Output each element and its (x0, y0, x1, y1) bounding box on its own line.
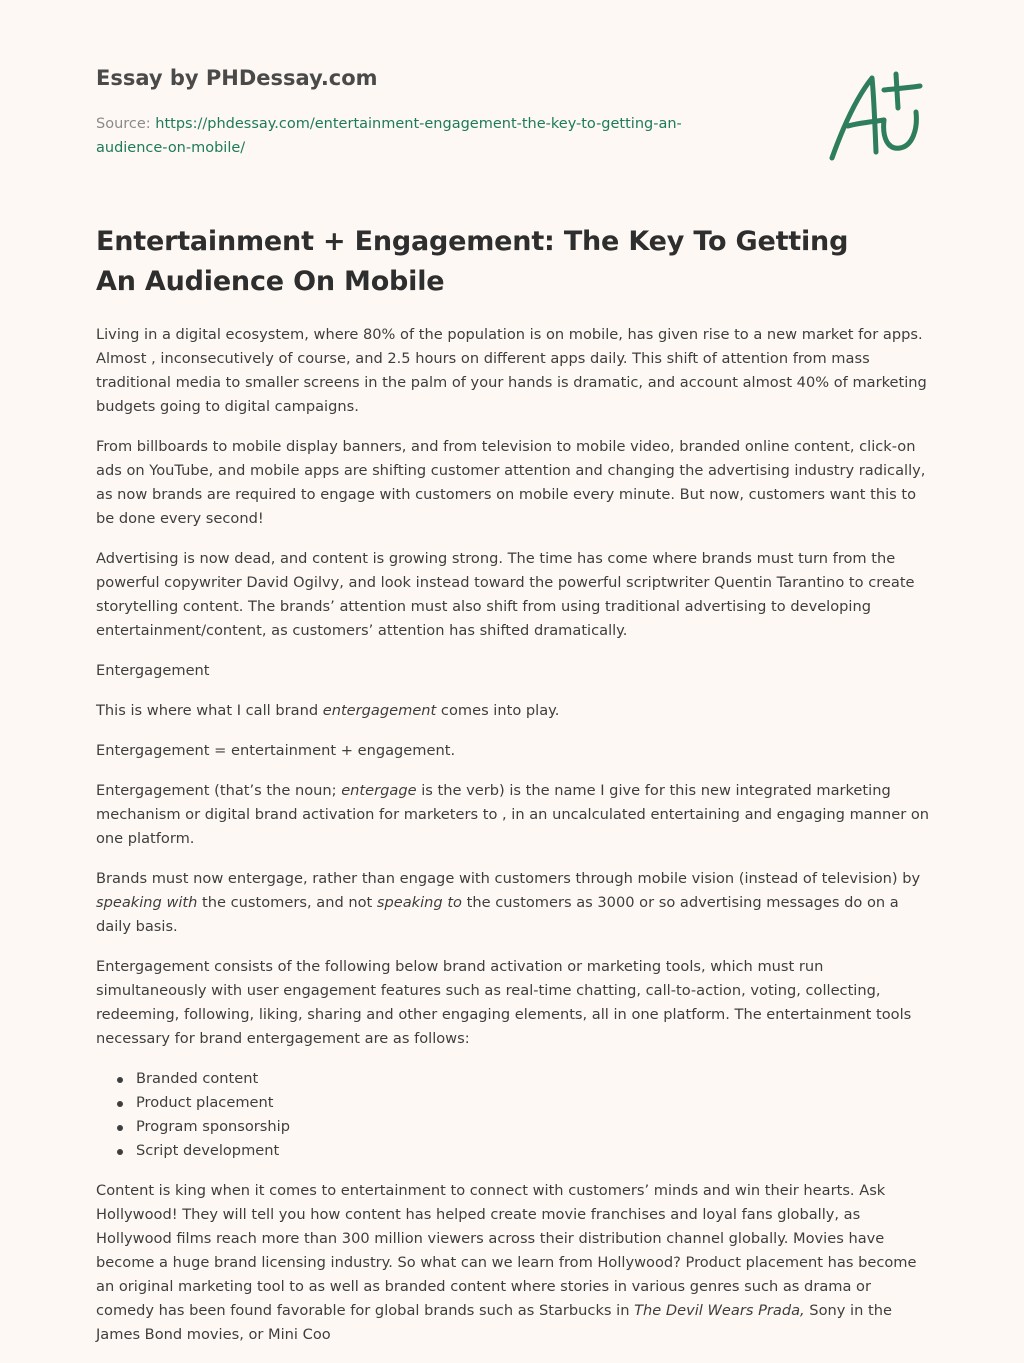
emphasis: entergage (341, 782, 417, 799)
emphasis: The Devil Wears Prada, (634, 1302, 805, 1319)
list-item: Script development (136, 1139, 930, 1163)
source-link[interactable]: https://phdessay.com/entertainment-engagement-the-key-to-getting-an-audience-on-mobile/ (96, 116, 682, 156)
list-item: Branded content (136, 1067, 930, 1091)
paragraph: Entergagement consists of the following below brand activation or marketing tools, which must run simultaneously with user engagement features such as real-time chatting, call-to-action, voting, collecting, redeeming, following, liking, sharing and other engaging elements, all in one platform. The entertainment tools necessary for brand entergagement are as follows: (96, 958, 912, 1047)
paragraph: From billboards to mobile display banners, and from television to mobile video, branded online content, click-on ads on YouTube, and mobile apps are shifting customer attention and changing the advertising industry radically, as now brands are required to engage with customers on mobile every minute. But now, customers want this to be done every second! (96, 438, 926, 527)
article-body (96, 323, 930, 1363)
tools-list (96, 1067, 930, 1163)
emphasis: speaking to (376, 894, 462, 911)
section-subheading: Entergagement (96, 662, 210, 679)
paragraph: Advertising is now dead, and content is growing strong. The time has come where brands must turn from the powerful copywriter David Ogilvy, and look instead toward the powerful scriptwriter Quentin Tarantino to create storytelling content. The brands’ attention must also shift from using traditional advertising to developing entertainment/content, as customers’ attention has shifted dramatically. (96, 550, 915, 639)
paragraph: Content is king when it comes to entertainment to connect with customers’ minds and win their hearts. Ask Hollywood! They will tell you how content has helped create movie franchises and loyal fans globally, as Hollywood films reach more than 300 million viewers across their distribution channel globally. Movies have become a huge brand licensing industry. So what can we learn from Hollywood? Product placement has become an original marketing tool to as well as branded content where stories in various genres such as drama or comedy has been found favorable for global brands such as Starbucks in The Devil Wears Prada, Sony in the James Bond movies, or Mini Coo (96, 1182, 917, 1343)
paragraph: Living in a digital ecosystem, where 80% of the population is on mobile, has given rise to a new market for apps. Almost , inconsecutively of course, and 2.5 hours on different apps daily. This shift of attention from mass traditional media to smaller screens in the palm of your hands is dramatic, and account almost 40% of marketing budgets going to digital campaigns. (96, 326, 927, 415)
source-label: Source: (96, 116, 156, 132)
paragraph: Entergagement (that’s the noun; entergage is the verb) is the name I give for this new integrated marketing mechanism or digital brand activation for marketers to , in an uncalculated entertaining and engaging manner on one platform. (96, 782, 930, 847)
paragraph: This is where what I call brand entergagement comes into play. (96, 702, 560, 719)
emphasis: speaking with (96, 894, 198, 911)
site-name: Essay by PHDessay.com (96, 66, 378, 90)
article-title: Entertainment + Engagement: The Key To Getting An Audience On Mobile (96, 226, 849, 297)
source-line (96, 112, 736, 160)
list-item: Program sponsorship (136, 1115, 930, 1139)
paragraph: Brands must now entergage, rather than engage with customers through mobile vision (instead of television) by speaking with the customers, and not speaking to the customers as 3000 or so advertising messages do on a daily basis. (96, 870, 921, 935)
paragraph: Entergagement = entertainment + engagement. (96, 742, 456, 759)
emphasis: entergagement (322, 702, 437, 719)
list-item: Product placement (136, 1091, 930, 1115)
a-plus-logo-icon (828, 68, 930, 164)
